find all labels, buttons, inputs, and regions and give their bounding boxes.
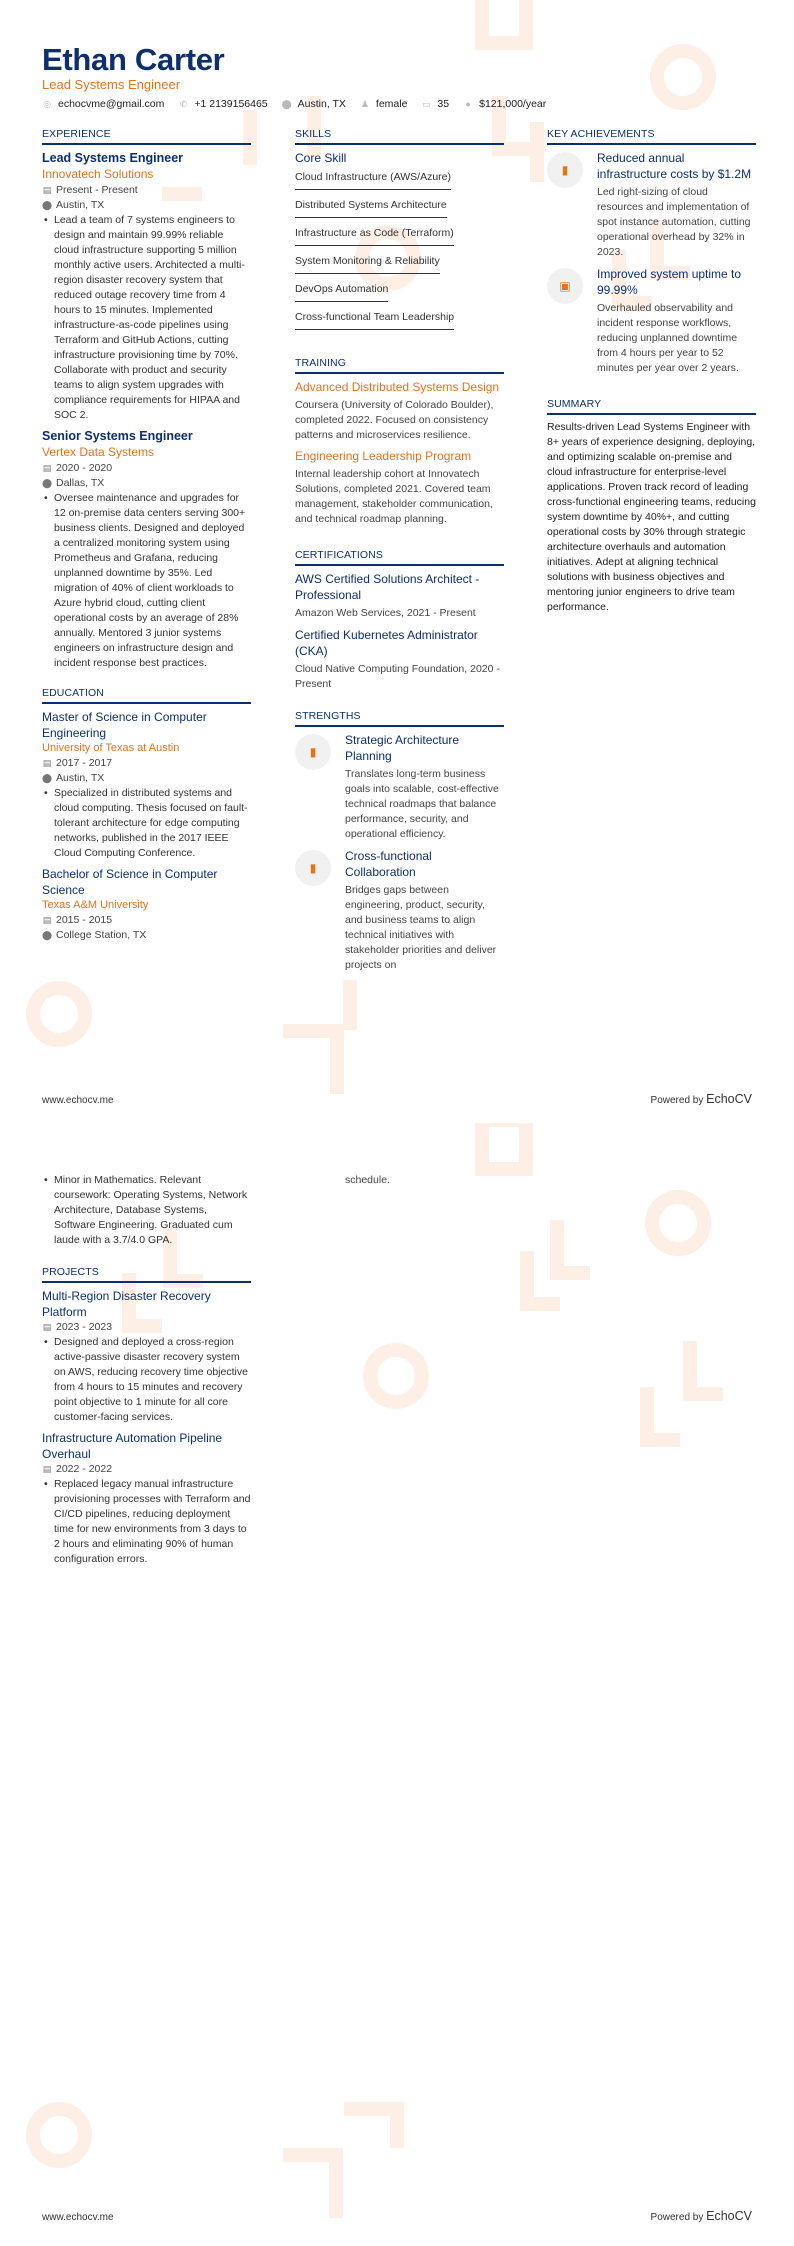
- decor-ell-shape: [550, 1266, 590, 1280]
- contact-phone: [178, 98, 267, 110]
- calendar-icon: ▤: [42, 758, 52, 768]
- calendar-icon: ▤: [42, 915, 52, 925]
- email-icon: ◎: [43, 98, 51, 109]
- page-footer: [42, 2209, 752, 2223]
- skill-item: System Monitoring & Reliability: [295, 253, 440, 274]
- job-description: • Lead a team of 7 systems engineers to design and maintain 99.99% reliable cloud infrastructure supporting 5 million monthly active users. Architected a multi-region disaster recovery system that reduced outage recovery time from 4 hours to 15 minutes. Implemented infrastructure-as-code pipelines using Terraform and GitHub Actions, cutting infrastructure provisioning time by 70%. Collaborate with product and security teams to align system upgrades with compliance requirements for HIPAA and SOC 2.: [42, 213, 251, 423]
- project-dates: [42, 1462, 251, 1477]
- powered-by-prefix: Powered by: [650, 2212, 704, 2223]
- brand-name: EchoCV: [706, 1092, 752, 1106]
- project-title: Multi-Region Disaster Recovery Platform: [42, 1289, 211, 1319]
- certification-issuer: Amazon Web Services, 2021 - Present: [295, 607, 476, 619]
- achievement-item: [547, 266, 756, 376]
- experience-item: [42, 150, 251, 423]
- page-footer: [42, 1092, 752, 1106]
- job-company: Innovatech Solutions: [42, 167, 154, 181]
- candidate-name: Ethan Carter: [42, 42, 225, 77]
- dates-text: 2017 - 2017: [56, 757, 113, 769]
- phone-icon: ✆: [179, 98, 188, 109]
- right-column: [547, 128, 756, 631]
- location-text: Austin, TX: [56, 772, 105, 784]
- skill-item: Cloud Infrastructure (AWS/Azure): [295, 169, 451, 190]
- strength-description: Bridges gaps between engineering, product, security, and business teams to align technical initiatives with stakeholder priorities and deliver projects on: [345, 884, 497, 971]
- location-text: Dallas, TX: [56, 477, 105, 489]
- certifications-section: [295, 549, 504, 692]
- section-heading: SKILLS: [295, 128, 504, 145]
- dates-text: 2015 - 2015: [56, 914, 113, 926]
- strength-item: [295, 848, 504, 973]
- calendar-icon: ▭: [422, 98, 431, 109]
- strength-description: Translates long-term business goals into scalable, cost-effective technical roadmaps that balance performance, security, and operational efficiency.: [345, 768, 499, 840]
- section-heading: KEY ACHIEVEMENTS: [547, 128, 756, 145]
- school-name: University of Texas at Austin: [42, 742, 180, 754]
- summary-section: [547, 398, 756, 615]
- project-item: [42, 1430, 251, 1567]
- person-icon: ♟: [360, 98, 369, 109]
- gender-value: female: [375, 98, 408, 110]
- achievement-description: Led right-sizing of cloud resources and implementation of spot instance automation, cutting operational overhead by 32% in 2023.: [597, 186, 751, 258]
- contact-email: [42, 98, 164, 110]
- project-description: • Replaced legacy manual infrastructure provisioning processes with Terraform and CI/CD pipelines, reducing deployment time for new environments from 3 days to 2 hours and eliminating 90% of human configuration errors.: [42, 1477, 251, 1567]
- section-heading: PROJECTS: [42, 1266, 251, 1283]
- candidate-title: Lead Systems Engineer: [42, 77, 181, 92]
- resume-page-2: [0, 1123, 794, 2246]
- edu-description: • Specialized in distributed systems and cloud computing. Thesis focused on fault-tolerant architecture for edge computing networks, published in the 2017 IEEE Cloud Computing Conference.: [42, 786, 251, 861]
- location-pin-icon: ⬤: [42, 478, 53, 488]
- contact-salary: [463, 98, 546, 110]
- section-heading: STRENGTHS: [295, 710, 504, 727]
- decor-ring-shape: [26, 2102, 92, 2168]
- job-company: Vertex Data Systems: [42, 445, 155, 459]
- training-section: [295, 357, 504, 527]
- decor-ell-shape: [390, 2102, 404, 2148]
- email-value: echocvme@gmail.com: [58, 98, 165, 110]
- decor-ell-shape: [329, 2148, 343, 2218]
- location-text: Austin, TX: [56, 199, 105, 211]
- job-dates: [42, 183, 251, 198]
- decor-ell-shape: [330, 1024, 344, 1094]
- decor-ell-shape: [640, 1433, 680, 1447]
- location-text: College Station, TX: [56, 929, 147, 941]
- skill-item: Cross-functional Team Leadership: [295, 309, 454, 330]
- achievement-title: Improved system uptime to 99.99%: [597, 267, 742, 297]
- left-column-continued: [42, 1173, 251, 1583]
- training-description: Internal leadership cohort at Innovatech Solutions, completed 2021. Covered team management, stakeholder communication, and technical roadmap planning.: [295, 468, 493, 525]
- degree-title: Bachelor of Science in Computer Science: [42, 867, 218, 897]
- contact-location: [282, 98, 346, 110]
- achievement-description: Overhauled observability and incident response workflows, reducing unplanned downtime from 4 hours per year to 52 minutes per year over 2 years.: [597, 302, 739, 374]
- location-icon: ⬤: [281, 98, 292, 109]
- calendar-icon: ▤: [42, 185, 52, 195]
- experience-section: [42, 128, 251, 671]
- contact-bar: [42, 98, 546, 110]
- decor-ell-shape: [520, 1297, 560, 1311]
- strengths-section: [295, 710, 504, 973]
- cost-document-icon: ▮: [561, 163, 569, 177]
- job-location: [42, 198, 251, 213]
- calendar-icon: ▤: [42, 1464, 52, 1474]
- dates-text: Present - Present: [56, 184, 138, 196]
- certification-title: AWS Certified Solutions Architect - Professional: [295, 572, 480, 602]
- degree-title: Master of Science in Computer Engineering: [42, 710, 207, 740]
- section-heading: EDUCATION: [42, 687, 251, 704]
- decor-ring-shape: [26, 981, 92, 1047]
- strength-title: Strategic Architecture Planning: [345, 733, 460, 763]
- strength-icon-badge: [295, 850, 331, 886]
- training-title: Advanced Distributed Systems Design: [295, 380, 500, 394]
- decor-ell-shape: [683, 1387, 723, 1401]
- certification-issuer: Cloud Native Computing Foundation, 2020 - Present: [295, 663, 500, 690]
- edu-location: [42, 928, 251, 943]
- projects-section: [42, 1266, 251, 1567]
- training-title: Engineering Leadership Program: [295, 449, 472, 463]
- achievement-title: Reduced annual infrastructure costs by $1.2M: [597, 151, 752, 181]
- middle-column-continued: [345, 1173, 505, 1188]
- job-title: Lead Systems Engineer: [42, 151, 184, 165]
- edu-dates: [42, 913, 251, 928]
- education-item: [42, 866, 251, 943]
- training-description: Coursera (University of Colorado Boulder), completed 2022. Focused on consistency patterns and microservices resilience.: [295, 399, 494, 441]
- achievement-icon-badge: [547, 152, 583, 188]
- dates-text: 2020 - 2020: [56, 462, 113, 474]
- middle-column: [295, 128, 504, 989]
- project-title: Infrastructure Automation Pipeline Overhaul: [42, 1431, 223, 1461]
- decor-ell-shape: [530, 122, 544, 182]
- job-location: [42, 476, 251, 491]
- strength-item: [295, 732, 504, 842]
- section-heading: EXPERIENCE: [42, 128, 251, 145]
- achievement-icon-badge: [547, 268, 583, 304]
- dates-text: 2023 - 2023: [56, 1321, 113, 1333]
- left-column: [42, 128, 251, 959]
- skill-item: Distributed Systems Architecture: [295, 197, 447, 218]
- edu-dates: [42, 756, 251, 771]
- skill-category: Core Skill: [295, 151, 347, 165]
- website-link[interactable]: www.echocv.me: [42, 2212, 114, 2223]
- document-share-icon: ▮: [309, 861, 317, 875]
- powered-by-prefix: Powered by: [650, 1095, 704, 1106]
- project-item: [42, 1288, 251, 1425]
- edu-description: • Minor in Mathematics. Relevant coursework: Operating Systems, Network Architecture, Database Systems, Software Engineering. Graduated cum laude with a 3.7/4.0 GPA.: [42, 1173, 251, 1248]
- certification-title: Certified Kubernetes Administrator (CKA): [295, 628, 478, 658]
- contact-age: [421, 98, 449, 110]
- decor-square-shape: [475, 1123, 533, 1176]
- edu-location: [42, 771, 251, 786]
- powered-by: [651, 1092, 752, 1106]
- chip-icon: ▣: [559, 279, 571, 293]
- decor-ring-shape: [645, 1190, 711, 1256]
- strength-title: Cross-functional Collaboration: [345, 849, 432, 879]
- dates-text: 2022 - 2022: [56, 1463, 113, 1475]
- salary-value: $121,000/year: [479, 98, 547, 110]
- education-section: [42, 687, 251, 943]
- brand-name: EchoCV: [706, 2209, 752, 2223]
- skill-item: Infrastructure as Code (Terraform): [295, 225, 454, 246]
- achievement-item: [547, 150, 756, 260]
- job-dates: [42, 461, 251, 476]
- skills-section: [295, 128, 504, 335]
- powered-by: [651, 2209, 752, 2223]
- location-pin-icon: ⬤: [42, 200, 53, 210]
- phone-value: +1 2139156465: [194, 98, 268, 110]
- section-heading: SUMMARY: [547, 398, 756, 415]
- education-item: [42, 709, 251, 861]
- website-link[interactable]: www.echocv.me: [42, 1095, 114, 1106]
- project-dates: [42, 1320, 251, 1335]
- document-icon: ▮: [309, 745, 317, 759]
- job-title: Senior Systems Engineer: [42, 429, 193, 443]
- calendar-icon: ▤: [42, 463, 52, 473]
- strength-icon-badge: [295, 734, 331, 770]
- contact-gender: [360, 98, 408, 110]
- decor-square-shape: [475, 0, 533, 50]
- experience-item: [42, 428, 251, 671]
- achievements-section: [547, 128, 756, 376]
- location-pin-icon: ⬤: [42, 773, 53, 783]
- section-heading: CERTIFICATIONS: [295, 549, 504, 566]
- calendar-icon: ▤: [42, 1322, 52, 1332]
- salary-icon: ●: [465, 99, 471, 109]
- summary-text: Results-driven Lead Systems Engineer with 8+ years of experience designing, deploying, and optimizing scalable on-premise and cloud infrastructure for enterprise-level applications. Proven track record of leading cross-functional engineering teams, reducing system downtime by 40%+, and cutting operational costs by 30% through strategic architecture overhauls and automation initiatives. Adept at aligning technical solutions with business objectives and mentoring junior engineers to drive team performance.: [547, 421, 756, 613]
- strength-description-continued: schedule.: [345, 1174, 390, 1186]
- decor-ring-shape: [363, 1343, 429, 1409]
- location-value: Austin, TX: [297, 98, 346, 110]
- school-name: Texas A&M University: [42, 899, 149, 911]
- section-heading: TRAINING: [295, 357, 504, 374]
- skill-item: DevOps Automation: [295, 281, 388, 302]
- age-value: 35: [437, 98, 450, 110]
- decor-ring-shape: [650, 44, 716, 110]
- project-description: • Designed and deployed a cross-region active-passive disaster recovery system on AWS, reducing recovery time objective from 4 hours to 15 minutes and recovery point objective to 1 minute for all core customer-facing services.: [42, 1335, 251, 1425]
- location-pin-icon: ⬤: [42, 930, 53, 940]
- job-description: • Oversee maintenance and upgrades for 12 on-premise data centers serving 300+ business clients. Designed and deployed a centralized monitoring system using Prometheus and Grafana, reducing unplanned downtime by 35%. Led migration of 40% of client workloads to Azure hybrid cloud, cutting client operational costs by an average of 28% annually. Mentored 3 junior systems engineers on infrastructure design and incident response best practices.: [42, 491, 251, 671]
